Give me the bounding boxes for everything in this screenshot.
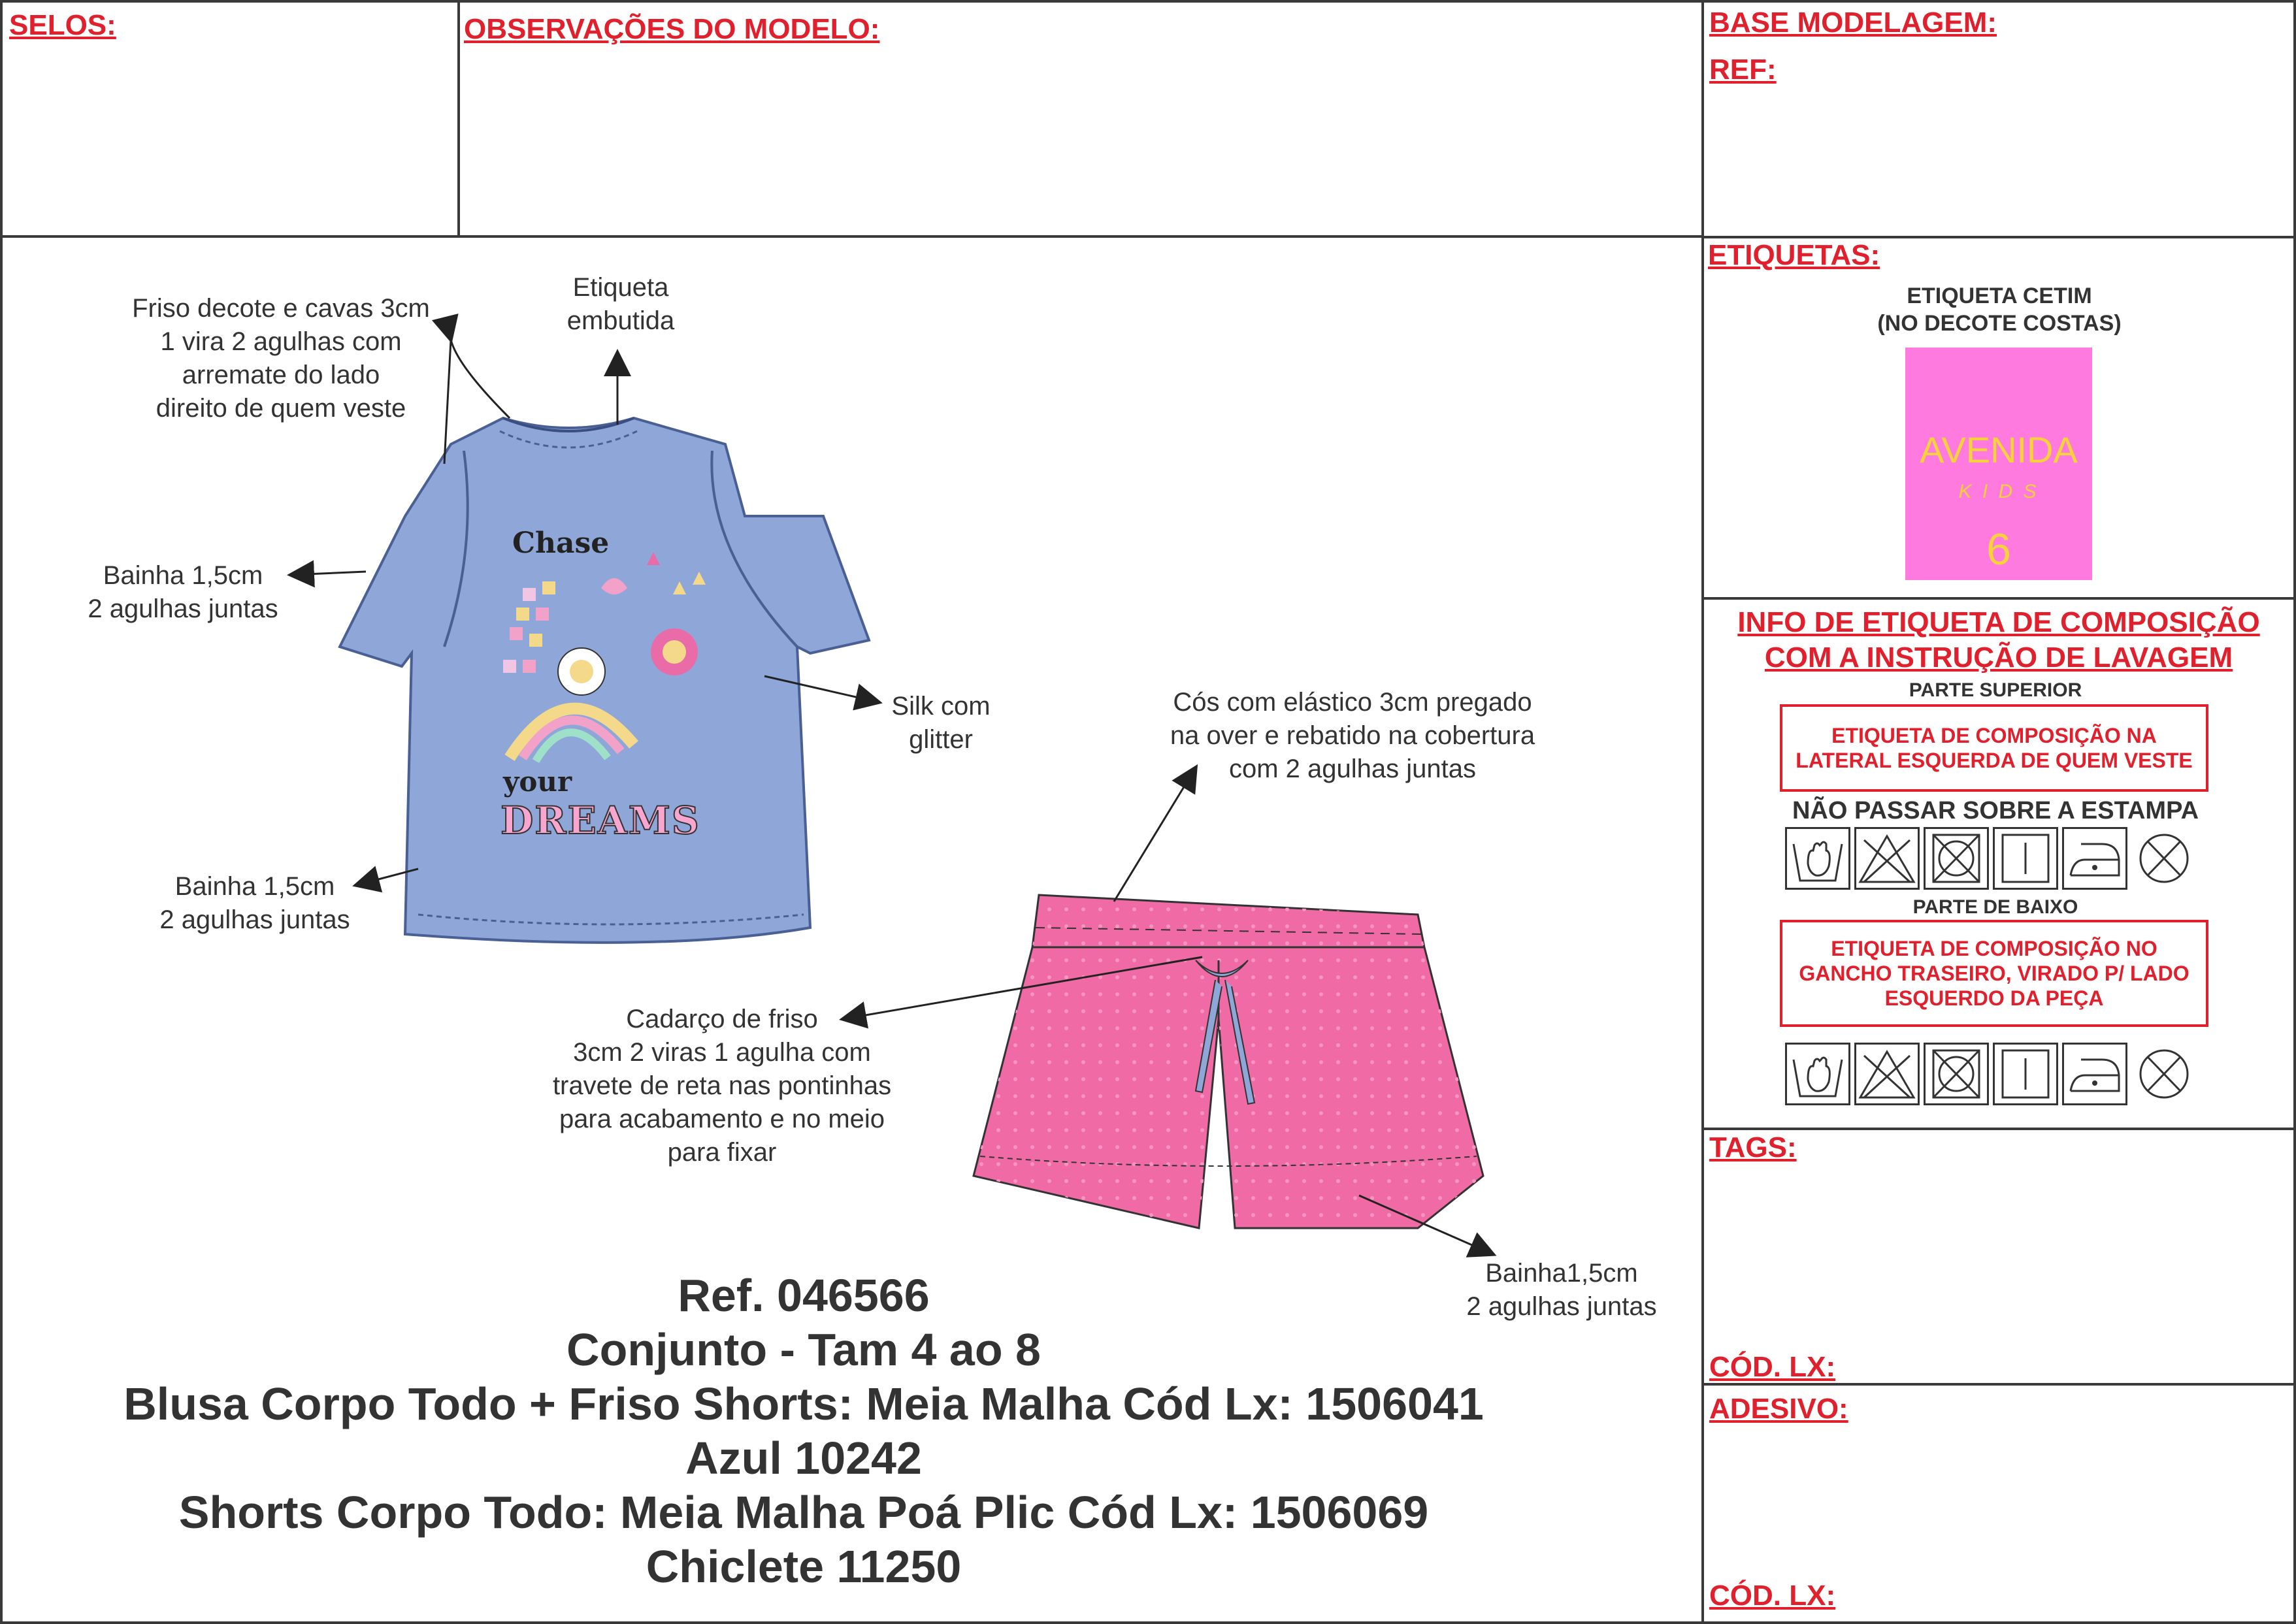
nao-passar-label: NÃO PASSAR SOBRE A ESTAMPA [1792, 797, 2199, 824]
product-ref: Ref. 046566 [678, 1270, 930, 1321]
note-line: Bainha 1,5cm [103, 561, 263, 590]
adesivo-cod-label: CÓD. LX: [1709, 1580, 1836, 1612]
note-line: Silk com [891, 692, 991, 721]
note-line: 2 agulhas juntas [88, 594, 278, 623]
tags-label: TAGS: [1709, 1131, 1797, 1163]
parte-superior-label: PARTE SUPERIOR [1909, 679, 2082, 701]
selos-label: SELOS: [9, 9, 116, 41]
note-bainha-barra [137, 870, 372, 937]
brand-label-card [1905, 348, 2092, 580]
line-dry-icon [1993, 1043, 2058, 1105]
note-line: direito de quem veste [156, 394, 406, 423]
note-line: Bainha1,5cm [1485, 1259, 1638, 1288]
note-line: Etiqueta [572, 273, 669, 302]
line-dry-icon [1993, 827, 2058, 890]
right-divider-1 [1701, 236, 2296, 238]
note-etiqueta [536, 271, 706, 338]
etiquetas-label: ETIQUETAS: [1708, 239, 1880, 271]
iron-low-icon [2062, 827, 2127, 890]
note-cadarco [510, 1003, 934, 1169]
note-line: na over e rebatido na cobertura [1170, 721, 1535, 750]
care-icons-superior [1785, 827, 2201, 890]
right-divider-3 [1701, 1128, 2296, 1130]
brand-name: AVENIDA [1920, 429, 2078, 470]
iron-low-icon [2062, 1043, 2127, 1105]
product-chiclete: Chiclete 11250 [646, 1541, 962, 1592]
print-chase-text: Chase [512, 527, 610, 560]
composicao-title-2: COM A INSTRUÇÃO DE LAVAGEM [1764, 641, 2233, 674]
note-line: glitter [909, 725, 973, 754]
product-shorts: Shorts Corpo Todo: Meia Malha Poá Plic Cód Lx: 1506069 [178, 1487, 1429, 1538]
note-line: 1 vira 2 agulhas com [160, 327, 402, 356]
note-line: 3cm 2 viras 1 agulha com [573, 1038, 871, 1067]
tags-cod-label: CÓD. LX: [1709, 1351, 1836, 1383]
note-line: embutida [566, 306, 675, 335]
hand-wash-icon [1785, 1043, 1850, 1105]
note-silk [876, 690, 1006, 756]
etiqueta-cetim-subtitle: (NO DECOTE COSTAS) [1877, 311, 2122, 336]
note-friso [85, 292, 477, 425]
note-line: arremate do lado [182, 361, 380, 389]
note-line: Friso decote e cavas 3cm [132, 294, 430, 323]
base-modelagem-label: BASE MODELAGEM: [1709, 7, 1997, 39]
print-your-text: your [503, 766, 572, 798]
no-tumble-dry-icon [1924, 1043, 1989, 1105]
product-blusa: Blusa Corpo Todo + Friso Shorts: Meia Malha Cód Lx: 1506041 [123, 1378, 1484, 1429]
note-bainha-manga [65, 559, 301, 626]
note-line: 2 agulhas juntas [1466, 1292, 1657, 1321]
note-line: Cadarço de friso [626, 1005, 818, 1033]
label-size: 6 [1986, 525, 2011, 574]
no-dry-clean-icon [2131, 1043, 2197, 1105]
note-line: com 2 agulhas juntas [1228, 755, 1476, 783]
product-conjunto: Conjunto - Tam 4 ao 8 [566, 1324, 1041, 1375]
note-line: para fixar [667, 1138, 777, 1167]
product-azul: Azul 10242 [685, 1433, 922, 1484]
parte-baixo-label: PARTE DE BAIXO [1912, 896, 2078, 918]
no-bleach-icon [1854, 827, 1920, 890]
ref-label: REF: [1709, 54, 1777, 86]
brand-kids: K I D S [1958, 481, 2039, 502]
no-tumble-dry-icon [1924, 827, 1989, 890]
right-divider-2 [1701, 597, 2296, 600]
print-dreams-text: DREAMS [500, 798, 700, 843]
note-line: para acabamento e no meio [559, 1105, 885, 1133]
observacoes-label: OBSERVAÇÕES DO MODELO: [464, 13, 880, 45]
note-line: Cós com elástico 3cm pregado [1173, 688, 1532, 717]
composicao-box-superior: ETIQUETA DE COMPOSIÇÃO NA LATERAL ESQUERDA DE QUEM VESTE [1780, 704, 2208, 792]
note-line: 2 agulhas juntas [159, 905, 350, 934]
note-cos [1124, 686, 1581, 786]
note-line: Bainha 1,5cm [174, 872, 335, 901]
hand-wash-icon [1785, 827, 1850, 890]
etiqueta-cetim-title: ETIQUETA CETIM [1907, 284, 2092, 308]
no-bleach-icon [1854, 1043, 1920, 1105]
adesivo-label: ADESIVO: [1709, 1393, 1848, 1425]
composicao-box-baixo: ETIQUETA DE COMPOSIÇÃO NO GANCHO TRASEIRO, VIRADO P/ LADO ESQUERDO DA PEÇA [1780, 920, 2208, 1027]
care-icons-baixo [1785, 1043, 2201, 1105]
composicao-title-1: INFO DE ETIQUETA DE COMPOSIÇÃO [1737, 606, 2260, 638]
no-dry-clean-icon [2131, 827, 2197, 890]
note-line: travete de reta nas pontinhas [552, 1071, 892, 1100]
